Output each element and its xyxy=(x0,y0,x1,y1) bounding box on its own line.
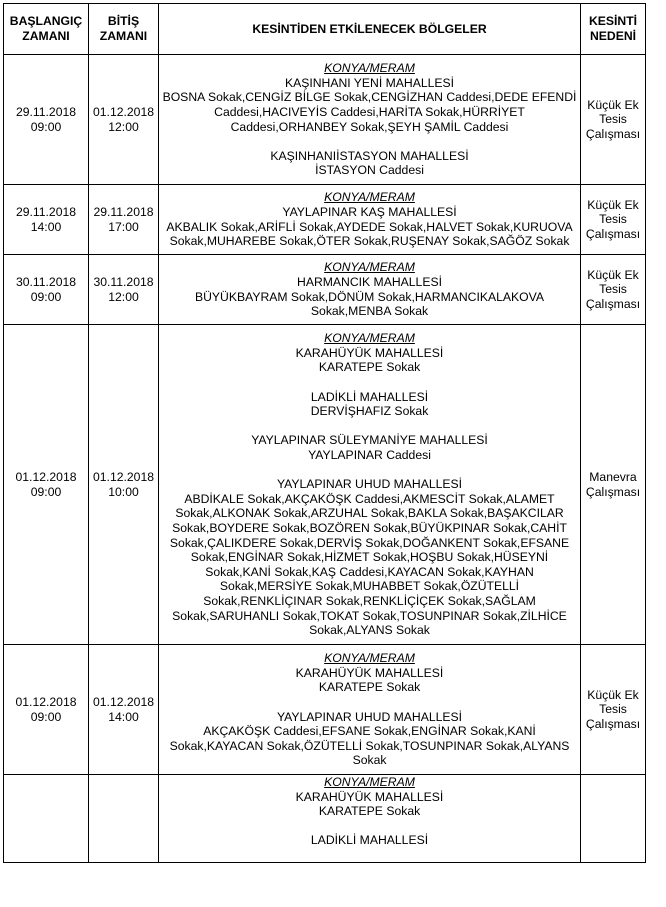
region-line: Sokak,MENBA Sokak xyxy=(310,304,429,319)
region-line: Sokak,BOYDERE Sokak,BOZÖREN Sokak,BÜYÜKPINAR Sokak,CAHİT xyxy=(172,520,567,535)
region-line: KARAHÜYÜK MAHALLESİ xyxy=(295,665,444,680)
region-line: LADİKLİ MAHALLESİ xyxy=(310,833,429,848)
region-line xyxy=(161,463,578,478)
end-time-cell-line: 17:00 xyxy=(108,219,139,234)
outage-reason-cell xyxy=(581,325,646,645)
region-line: Caddesi,ORHANBEY Sokak,ŞEYH ŞAMİL Caddesi xyxy=(230,119,509,134)
table-row xyxy=(4,185,646,255)
start-time-cell-line: 14:00 xyxy=(30,219,62,234)
end-time-cell xyxy=(89,55,159,185)
region-line: YAYLAPINAR Caddesi xyxy=(308,448,431,463)
outage-reason-cell-line: Çalışması xyxy=(585,296,641,311)
region-line: KARATEPE Sokak xyxy=(318,804,421,819)
table-row xyxy=(4,55,646,185)
outage-reason-cell-line: Manevra xyxy=(589,469,637,484)
region-line: Sokak,ALYANS Sokak xyxy=(309,623,430,638)
province-label: KONYA/MERAM xyxy=(324,260,415,275)
outage-reason-cell-line: Çalışması xyxy=(585,484,641,499)
region-line: Sokak xyxy=(352,753,387,768)
affected-regions-cell xyxy=(159,775,581,863)
region-line: KAŞINHANI YENİ MAHALLESİ xyxy=(284,75,455,90)
end-time-cell xyxy=(89,775,159,863)
region-line: KARATEPE Sokak xyxy=(318,360,421,375)
region-line: KAŞINHANIİSTASYON MAHALLESİ xyxy=(270,148,469,163)
end-time-cell-line: 12:00 xyxy=(108,289,139,304)
start-time-cell-line: 29.11.2018 xyxy=(15,104,77,119)
province-label: KONYA/MERAM xyxy=(324,61,415,76)
outage-table xyxy=(3,3,646,863)
affected-regions-cell xyxy=(159,645,581,775)
outage-reason-cell-line: Küçük Ek xyxy=(587,197,639,212)
region-line: Sokak,SARUHANLI Sokak,TOKAT Sokak,TOSUNPINAR Sokak,ZİLHİCE xyxy=(172,608,567,623)
region-line: YAYLAPINAR UHUD MAHALLESİ xyxy=(276,477,463,492)
end-time-cell-line xyxy=(91,804,156,819)
start-time-cell-line: 09:00 xyxy=(30,289,62,304)
outage-reason-cell-line: Küçük Ek xyxy=(587,687,639,702)
region-line: Caddesi,HACIVEYİS Caddesi,HARİTA Sokak,HÜRRİYET xyxy=(214,104,525,119)
region-line: Sokak,ENGİNAR Sokak,HİZMET Sokak,HOŞBU Sokak,HÜSEYNİ xyxy=(190,550,549,565)
table-row xyxy=(4,775,646,863)
outage-reason-cell-line: Çalışması xyxy=(585,716,641,731)
start-time-cell xyxy=(4,55,89,185)
start-time-cell-line: 09:00 xyxy=(30,709,62,724)
outage-reason-cell xyxy=(581,185,646,255)
outage-reason-cell xyxy=(581,645,646,775)
province-label: KONYA/MERAM xyxy=(324,651,415,666)
start-time-cell-line: 30.11.2018 xyxy=(15,274,77,289)
start-time-cell-line: 01.12.2018 xyxy=(15,469,77,484)
end-time-cell-line: 30.11.2018 xyxy=(93,274,154,289)
region-line: KARATEPE Sokak xyxy=(318,680,421,695)
region-line: LADİKLİ MAHALLESİ xyxy=(310,389,429,404)
outage-reason-cell xyxy=(581,775,646,863)
start-time-cell-line xyxy=(6,804,86,819)
region-line: KARAHÜYÜK MAHALLESİ xyxy=(295,789,444,804)
region-line: Sokak,KANİ Sokak,KAŞ Caddesi,KAYACAN Sokak,KAYHAN xyxy=(205,564,534,579)
region-line xyxy=(161,695,578,710)
end-time-cell-line: 01.12.2018 xyxy=(93,694,154,709)
outage-reason-cell-line xyxy=(583,819,643,834)
table-row xyxy=(4,325,646,645)
region-line: YAYLAPINAR SÜLEYMANİYE MAHALLESİ xyxy=(251,433,488,448)
end-time-cell xyxy=(89,185,159,255)
start-time-cell-line: 29.11.2018 xyxy=(15,204,77,219)
region-line: Sokak,RENKLİÇINAR Sokak,RENKLİÇİÇEK Sokak,SAĞLAM xyxy=(203,593,536,608)
header-row xyxy=(4,4,646,55)
start-time-cell xyxy=(4,325,89,645)
outage-reason-cell-line: Tesis xyxy=(599,702,627,717)
region-line: AKÇAKÖŞK Caddesi,EFSANE Sokak,ENGİNAR Sokak,KANİ xyxy=(203,724,536,739)
start-time-cell xyxy=(4,775,89,863)
region-line: ABDİKALE Sokak,AKÇAKÖŞK Caddesi,AKMESCİT Sokak,ALAMET xyxy=(184,491,555,506)
end-time-cell xyxy=(89,645,159,775)
end-time-cell-line: 29.11.2018 xyxy=(93,204,154,219)
outage-reason-cell-line: Küçük Ek xyxy=(587,97,639,112)
region-line: BÜYÜKBAYRAM Sokak,DÖNÜM Sokak,HARMANCIKALAKOVA xyxy=(194,289,544,304)
region-line: AKBALIK Sokak,ARİFLİ Sokak,AYDEDE Sokak,HALVET Sokak,KURUOVA xyxy=(166,219,573,234)
region-line xyxy=(161,819,578,834)
outage-reason-cell xyxy=(581,255,646,325)
region-line: YAYLAPINAR UHUD MAHALLESİ xyxy=(276,709,463,724)
region-line: Sokak,MUHAREBE Sokak,ÖTER Sokak,RUŞENAY Sokak,SAĞÖZ Sokak xyxy=(169,234,570,249)
outage-reason-cell xyxy=(581,55,646,185)
header-outage-reason: KESİNTİ NEDENİ xyxy=(581,4,646,55)
table-row xyxy=(4,645,646,775)
region-line: Sokak,MERSİYE Sokak,MUHABBET Sokak,ÖZÜTELLİ xyxy=(219,579,520,594)
outage-reason-cell-line: Çalışması xyxy=(585,126,641,141)
affected-regions-cell xyxy=(159,185,581,255)
start-time-cell-line xyxy=(6,819,86,834)
region-line xyxy=(161,134,578,149)
region-line: İSTASYON Caddesi xyxy=(315,163,424,178)
region-line xyxy=(161,375,578,390)
end-time-cell-line xyxy=(91,819,156,834)
region-line: Sokak,ALKONAK Sokak,ARZUHAL Sokak,BAKLA Sokak,BAŞAKCILAR xyxy=(175,506,564,521)
province-label: KONYA/MERAM xyxy=(324,190,415,205)
start-time-cell-line: 01.12.2018 xyxy=(15,694,77,709)
table-row xyxy=(4,255,646,325)
start-time-cell xyxy=(4,185,89,255)
end-time-cell-line: 01.12.2018 xyxy=(93,469,154,484)
header-end-time: BİTİŞ ZAMANI xyxy=(89,4,159,55)
region-line: Sokak,KAYACAN Sokak,ÖZÜTELLİ Sokak,TOSUNPINAR Sokak,ALYANS xyxy=(169,738,570,753)
start-time-cell-line: 09:00 xyxy=(30,484,62,499)
start-time-cell xyxy=(4,645,89,775)
region-line: BOSNA Sokak,CENGİZ BİLGE Sokak,CENGİZHAN Caddesi,DEDE EFENDİ xyxy=(162,90,577,105)
end-time-cell-line: 01.12.2018 xyxy=(93,104,154,119)
outage-reason-cell-line: Tesis xyxy=(599,112,627,127)
outage-reason-cell-line: Çalışması xyxy=(585,226,641,241)
affected-regions-cell xyxy=(159,255,581,325)
outage-reason-cell-line: Tesis xyxy=(599,212,627,227)
affected-regions-cell xyxy=(159,325,581,645)
outage-reason-cell-line xyxy=(583,804,643,819)
province-label: KONYA/MERAM xyxy=(324,331,415,346)
end-time-cell xyxy=(89,255,159,325)
end-time-cell-line: 14:00 xyxy=(108,709,139,724)
region-line: Sokak,ÇALIKDERE Sokak,DERVİŞ Sokak,DOĞANKENT Sokak,EFSANE xyxy=(169,535,570,550)
region-line: KARAHÜYÜK MAHALLESİ xyxy=(295,345,444,360)
header-affected-regions: KESİNTİDEN ETKİLENECEK BÖLGELER xyxy=(159,4,581,55)
header-start-time: BAŞLANGIÇ ZAMANI xyxy=(4,4,89,55)
end-time-cell-line: 12:00 xyxy=(108,119,139,134)
province-label: KONYA/MERAM xyxy=(324,775,415,789)
end-time-cell xyxy=(89,325,159,645)
start-time-cell xyxy=(4,255,89,325)
region-line: DERVİŞHAFIZ Sokak xyxy=(310,404,429,419)
start-time-cell-line: 09:00 xyxy=(30,119,62,134)
outage-reason-cell-line: Tesis xyxy=(599,282,627,297)
end-time-cell-line: 10:00 xyxy=(108,484,139,499)
region-line: HARMANCIK MAHALLESİ xyxy=(297,274,442,289)
region-line: YAYLAPINAR KAŞ MAHALLESİ xyxy=(282,204,457,219)
region-line xyxy=(161,419,578,434)
outage-reason-cell-line: Küçük Ek xyxy=(587,267,639,282)
affected-regions-cell xyxy=(159,55,581,185)
